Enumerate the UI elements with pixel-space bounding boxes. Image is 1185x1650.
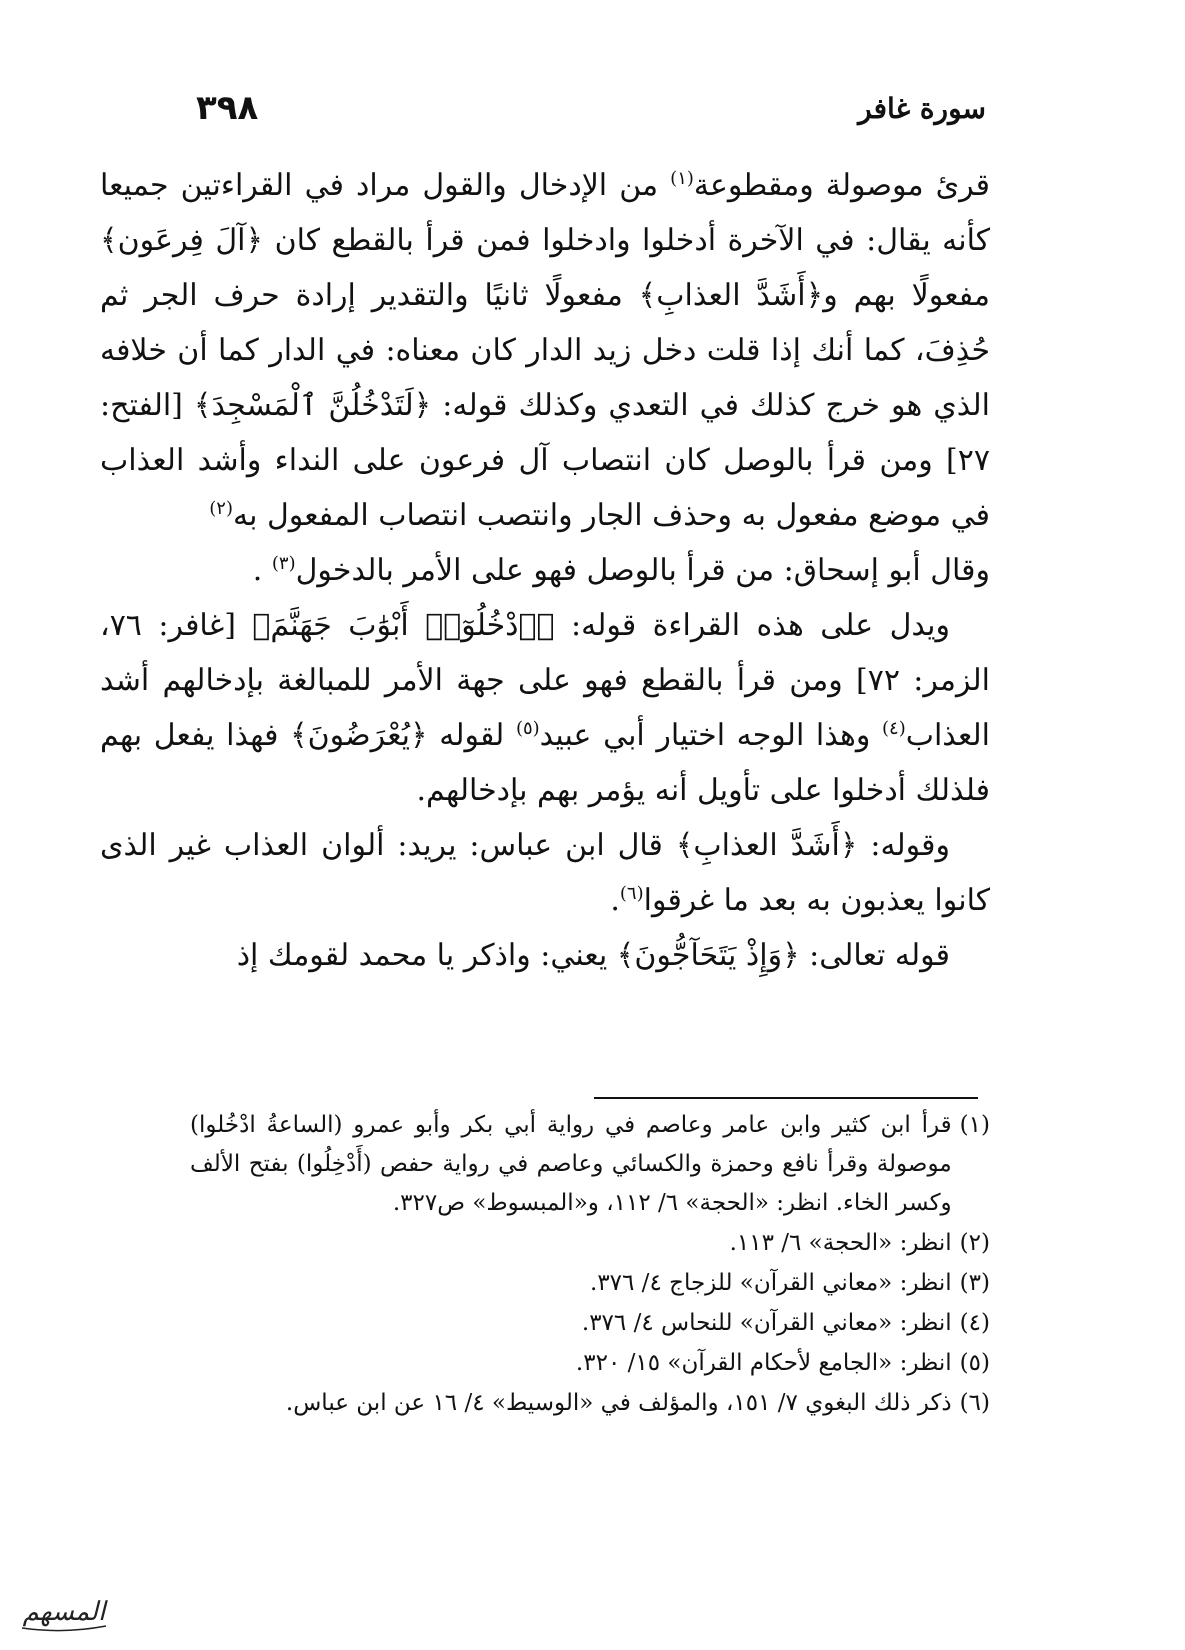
footnote-5 — [190, 1344, 990, 1383]
logo-glyphs: ﺍﻟﻤﺴ‍ﻬﻢ — [22, 1597, 106, 1627]
paragraph-4 — [100, 818, 990, 928]
paragraph-2 — [100, 543, 990, 598]
page-number: ٣٩٨ — [196, 88, 259, 128]
publisher-logo — [14, 1588, 114, 1638]
footnote-number: (١) — [959, 1112, 990, 1138]
paragraph-4-text-b: . — [610, 883, 620, 918]
footnote-number: (٦) — [959, 1390, 990, 1416]
footnote-text: قرأ ابن كثير وابن عامر وعاصم في رواية أبي بكر وأبو عمرو (الساعةُ ادْخُلوا) موصولة وقرأ نافع وحمزة والكسائي وعاصم في رواية حفص (أَدْخِلُوا) بفتح الألف وكسر الخاء. انظر: «الحجة» ٦/ ١١٢، و«المبسوط» ص٣٢٧. — [190, 1112, 952, 1216]
footnote-3 — [190, 1264, 990, 1303]
footnote-number: (٥) — [959, 1350, 990, 1376]
paragraph-5: قوله تعالى: ﴿وَإِذْ يَتَحَآجُّونَ﴾ يعني: واذكر يا محمد لقومك إذ — [236, 938, 950, 973]
paragraph-2-text-b: . — [252, 553, 272, 588]
paragraph-3-text-b: وهذا الوجه اختيار أبي عبيد — [539, 718, 882, 753]
footnote-4 — [190, 1304, 990, 1343]
footnote-text: انظر: «الحجة» ٦/ ١١٣. — [729, 1230, 952, 1256]
paragraph-1 — [100, 158, 990, 543]
footnotes — [190, 1106, 990, 1424]
footnote-number: (٤) — [959, 1310, 990, 1336]
paragraph-3-text-c: لقوله ﴿يُعْرَضُونَ﴾ فهذا يفعل بهم فلذلك أدخلوا على تأويل أنه يؤمر بهم بإدخالهم. — [100, 718, 990, 808]
footnote-6 — [190, 1384, 990, 1423]
paragraph-3 — [100, 598, 990, 818]
footnote-ref-4[interactable]: (٤) — [881, 718, 906, 739]
footnote-text: انظر: «الجامع لأحكام القرآن» ١٥/ ٣٢٠. — [575, 1350, 952, 1376]
footnote-text: انظر: «معاني القرآن» للنحاس ٤/ ٣٧٦. — [581, 1310, 952, 1336]
paragraph-4-text-a: وقوله: ﴿أَشَدَّ العذابِ﴾ قال ابن عباس: يريد: ألوان العذاب غير الذى كانوا يعذبون به بعد ما غرقوا — [100, 828, 990, 918]
paragraph-1-text-b: من الإدخال والقول مراد في القراءتين جميعا كأنه يقال: في الآخرة أدخلوا وادخلوا فمن قرأ بالقطع كان ﴿آلَ فِرعَون﴾ مفعولًا بهم و﴿أَشَدَّ العذابِ﴾ مفعولًا ثانيًا والتقدير إرادة حرف الجر ثم حُذِفَ، كما أنك إذا قلت دخل زيد الدار كان معناه: في الدار كما أن خلافه الذي هو خرج كذلك في التعدي وكذلك قوله: ﴿لَتَدْخُلُنَّ ٱلْمَسْجِدَ﴾ [الفتح: ٢٧] ومن قرأ بالوصل كان انتصاب آل فرعون على النداء وأشد العذاب في موضع مفعول به وحذف الجار وانتصب انتصاب المفعول به — [100, 168, 990, 533]
footnote-text: انظر: «معاني القرآن» للزجاج ٤/ ٣٧٦. — [590, 1270, 952, 1296]
paragraph-3-text-a: ويدل على هذه القراءة قوله: ﴿ٱدْخُلُوٓا۟ أَبْوَٰبَ جَهَنَّمَ﴾ [غافر: ٧٦، الزمر: ٧٢] ومن قرأ بالقطع فهو على جهة الأمر للمبالغة بإدخالهم أشد العذاب — [100, 608, 991, 753]
footnote-ref-3[interactable]: (٣) — [271, 553, 296, 574]
footnote-number: (٣) — [959, 1270, 990, 1296]
footnote-text: ذكر ذلك البغوي ٧/ ١٥١، والمؤلف في «الوسيط» ٤/ ١٦ عن ابن عباس. — [285, 1390, 952, 1416]
footnote-separator — [594, 1097, 978, 1099]
page-header — [196, 88, 986, 148]
footnote-number: (٢) — [959, 1230, 990, 1256]
footnote-1 — [190, 1106, 990, 1223]
surah-title: سورة غافر — [858, 92, 986, 125]
footnote-ref-1[interactable]: (١) — [670, 168, 694, 189]
paragraph-1-text-a: قرئ موصولة ومقطوعة — [693, 168, 990, 203]
paragraph-2-text-a: وقال أبو إسحاق: من قرأ بالوصل فهو على الأمر بالدخول — [295, 553, 990, 588]
footnote-ref-5[interactable]: (٥) — [515, 718, 540, 739]
main-text — [100, 158, 990, 983]
footnote-ref-6[interactable]: (٦) — [619, 883, 644, 904]
footnote-ref-2[interactable]: (٢) — [209, 498, 233, 519]
footnote-2 — [190, 1224, 990, 1263]
